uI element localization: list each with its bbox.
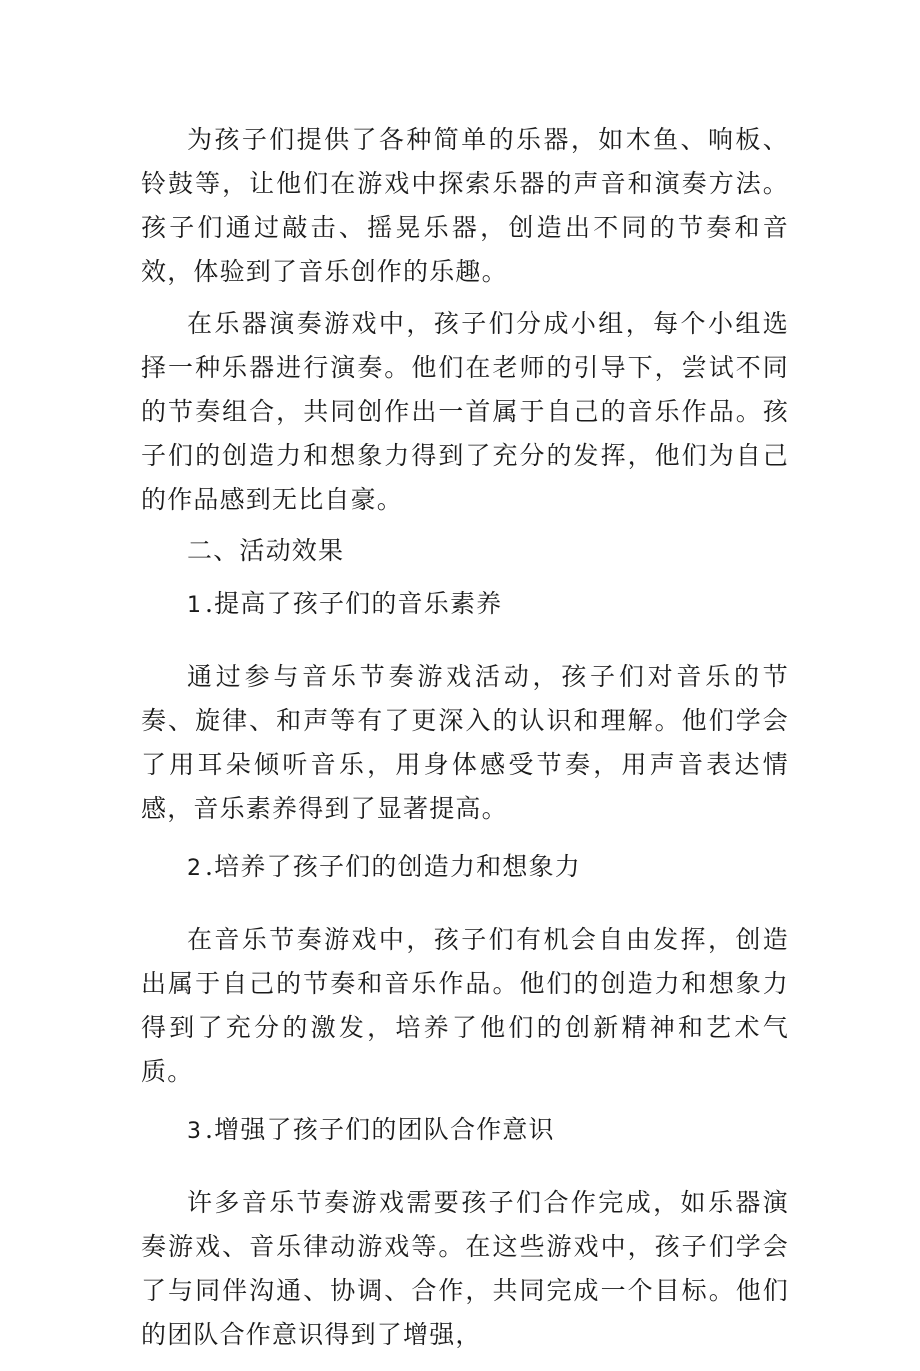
paragraph-instrument-exploration: 为孩子们提供了各种简单的乐器，如木鱼、响板、铃鼓等，让他们在游戏中探索乐器的声音和演奏方法。孩子们通过敲击、摇晃乐器，创造出不同的节奏和音效，体验到了音乐创作的乐趣。: [141, 125, 789, 286]
item-title: .培养了孩子们的创造力和想象力: [205, 852, 581, 881]
item-number: 1: [187, 593, 201, 618]
item-number: 3: [187, 1119, 201, 1144]
item-number: 2: [187, 856, 201, 881]
paragraph-music-literacy: 通过参与音乐节奏游戏活动，孩子们对音乐的节奏、旋律、和声等有了更深入的认识和理解。他们学会了用耳朵倾听音乐，用身体感受节奏，用声音表达情感，音乐素养得到了显著提高。: [141, 662, 789, 823]
section-heading-activity-effects: 二、活动效果: [187, 536, 345, 565]
document-body: [141, 118, 789, 1371]
item-heading-teamwork: [141, 1108, 789, 1154]
paragraph-teamwork: 许多音乐节奏游戏需要孩子们合作完成，如乐器演奏游戏、音乐律动游戏等。在这些游戏中，孩子们学会了与同伴沟通、协调、合作，共同完成一个目标。他们的团队合作意识得到了增强，: [141, 1188, 789, 1349]
item-title: .增强了孩子们的团队合作意识: [205, 1115, 555, 1144]
item-title: .提高了孩子们的音乐素养: [205, 589, 503, 618]
paragraph-group-performance: 在乐器演奏游戏中，孩子们分成小组，每个小组选择一种乐器进行演奏。他们在老师的引导下，尝试不同的节奏组合，共同创作出一首属于自己的音乐作品。孩子们的创造力和想象力得到了充分的发挥，他们为自己的作品感到无比自豪。: [141, 309, 789, 514]
item-heading-creativity: [141, 845, 789, 891]
item-heading-music-literacy: [141, 582, 789, 628]
paragraph-creativity: 在音乐节奏游戏中，孩子们有机会自由发挥，创造出属于自己的节奏和音乐作品。他们的创造力和想象力得到了充分的激发，培养了他们的创新精神和艺术气质。: [141, 925, 789, 1086]
